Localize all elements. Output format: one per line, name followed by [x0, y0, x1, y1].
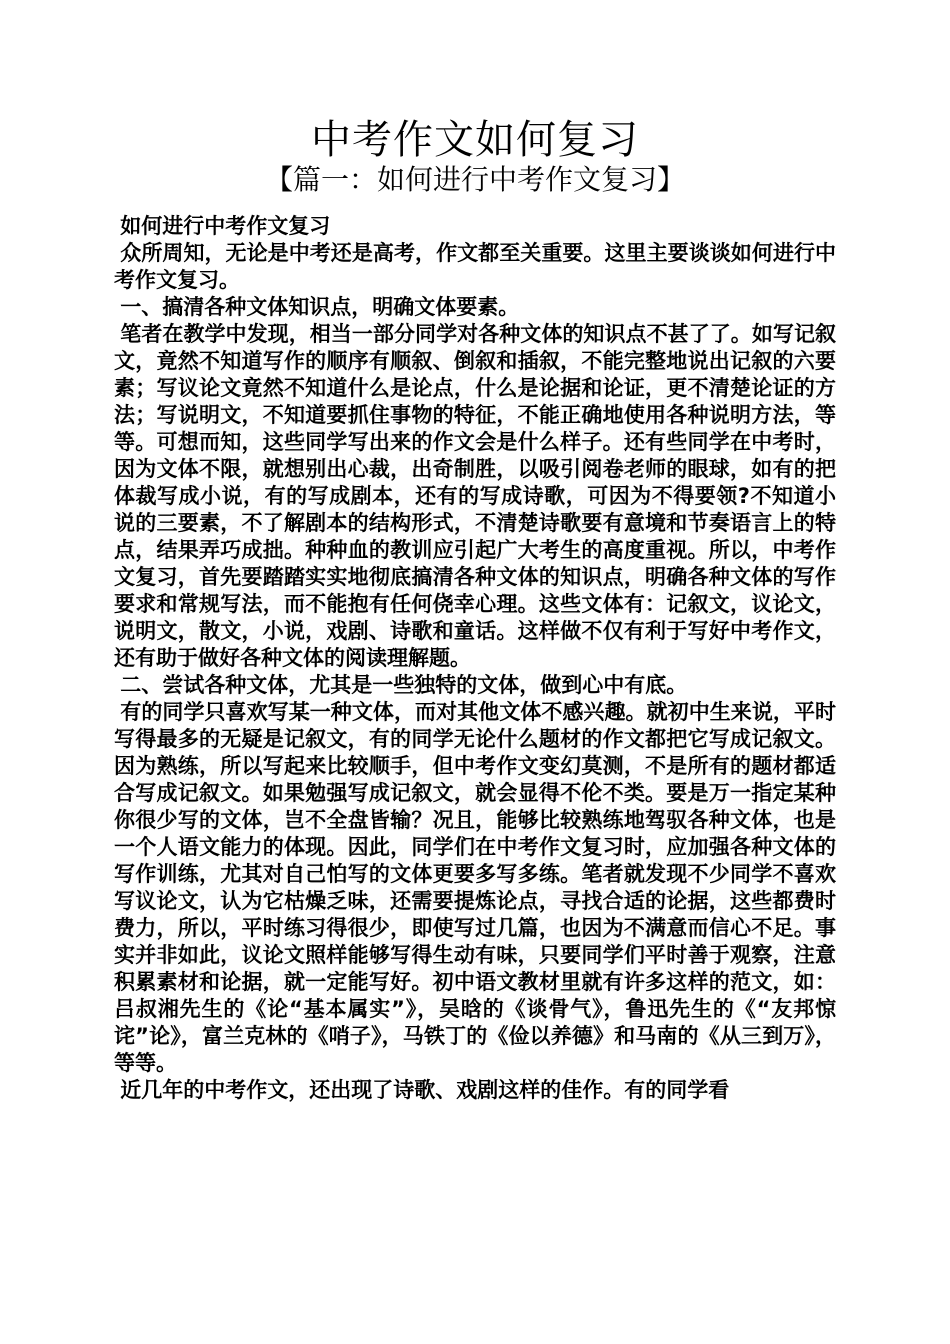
paragraph: 近几年的中考作文，还出现了诗歌、戏剧这样的佳作。有的同学看 — [120, 1078, 730, 1102]
paragraph: 有的同学只喜欢写某一种文体，而对其他文体不感兴趣。就初中生来说，平时写得最多的无疑是记叙文，有的同学无论什么题材的作文都把它写成记叙文。因为熟练，所以写起来比较顺手，但中考作文变幻莫测，不是所有的题材都适合写成记叙文。如果勉强写成记叙文，就会显得不伦不类。要是万一指定某种你很少写的文体，岂不全盘皆输？况且，能够比较熟练地驾驭各种文体，也是一个人语文能力的体现。因此，同学们在中考作文复习时，应加强各种文体的写作训练，尤其对自己怕写的文体更要多写多练。笔者就发现不少同学不喜欢写议论文，认为它枯燥乏味，还需要提炼论点，寻找合适的论据，这些都费时费力，所以，平时练习得很少，即使写过几篇，也因为不满意而信心不足。事实并非如此，议论文照样能够写得生动有味，只要同学们平时善于观察，注意积累素材和论据，就一定能写好。初中语文教材里就有许多这样的范文，如：吕叔湘先生的《论“基本属实”》，吴晗的《谈骨气》，鲁迅先生的《“友邦惊诧”论》，富兰克林的《哨子》，马铁丁的《俭以养德》和马南的《从三到万》，等等。 — [114, 700, 836, 1075]
section-heading: 一、搞清各种文体知识点，明确文体要素。 — [120, 295, 520, 319]
document-title: 中考作文如何复习 — [311, 117, 639, 163]
document-subtitle: 【篇一：如何进行中考作文复习】 — [264, 163, 685, 196]
section-heading: 二、尝试各种文体，尤其是一些独特的文体，做到心中有底。 — [120, 673, 688, 697]
paragraph: 笔者在教学中发现，相当一部分同学对各种文体的知识点不甚了了。如写记叙文，竟然不知道写作的顺序有顺叙、倒叙和插叙，不能完整地说出记叙的六要素；写议论文竟然不知道什么是论点，什么是论据和论证，更不清楚论证的方法；写说明文，不知道要抓住事物的特征，不能正确地使用各种说明方法，等等。可想而知，这些同学写出来的作文会是什么样子。还有些同学在中考时，因为文体不限，就想别出心裁，出奇制胜，以吸引阅卷老师的眼球，如有的把体裁写成小说，有的写成剧本，还有的写成诗歌，可因为不得要领?不知道小说的三要素，不了解剧本的结构形式，不清楚诗歌要有意境和节奏语言上的特点，结果弄巧成拙。种种血的教训应引起广大考生的高度重视。所以，中考作文复习，首先要踏踏实实地彻底搞清各种文体的知识点，明确各种文体的写作要求和常规写法，而不能抱有任何侥幸心理。这些文体有：记叙文，议论文，说明文，散文，小说，戏剧、诗歌和童话。这样做不仅有利于写好中考作文，还有助于做好各种文体的阅读理解题。 — [114, 322, 836, 670]
section-heading: 如何进行中考作文复习 — [120, 214, 331, 238]
paragraph: 众所周知，无论是中考还是高考，作文都至关重要。这里主要谈谈如何进行中考作文复习。 — [114, 241, 836, 292]
document-body — [114, 213, 836, 1104]
